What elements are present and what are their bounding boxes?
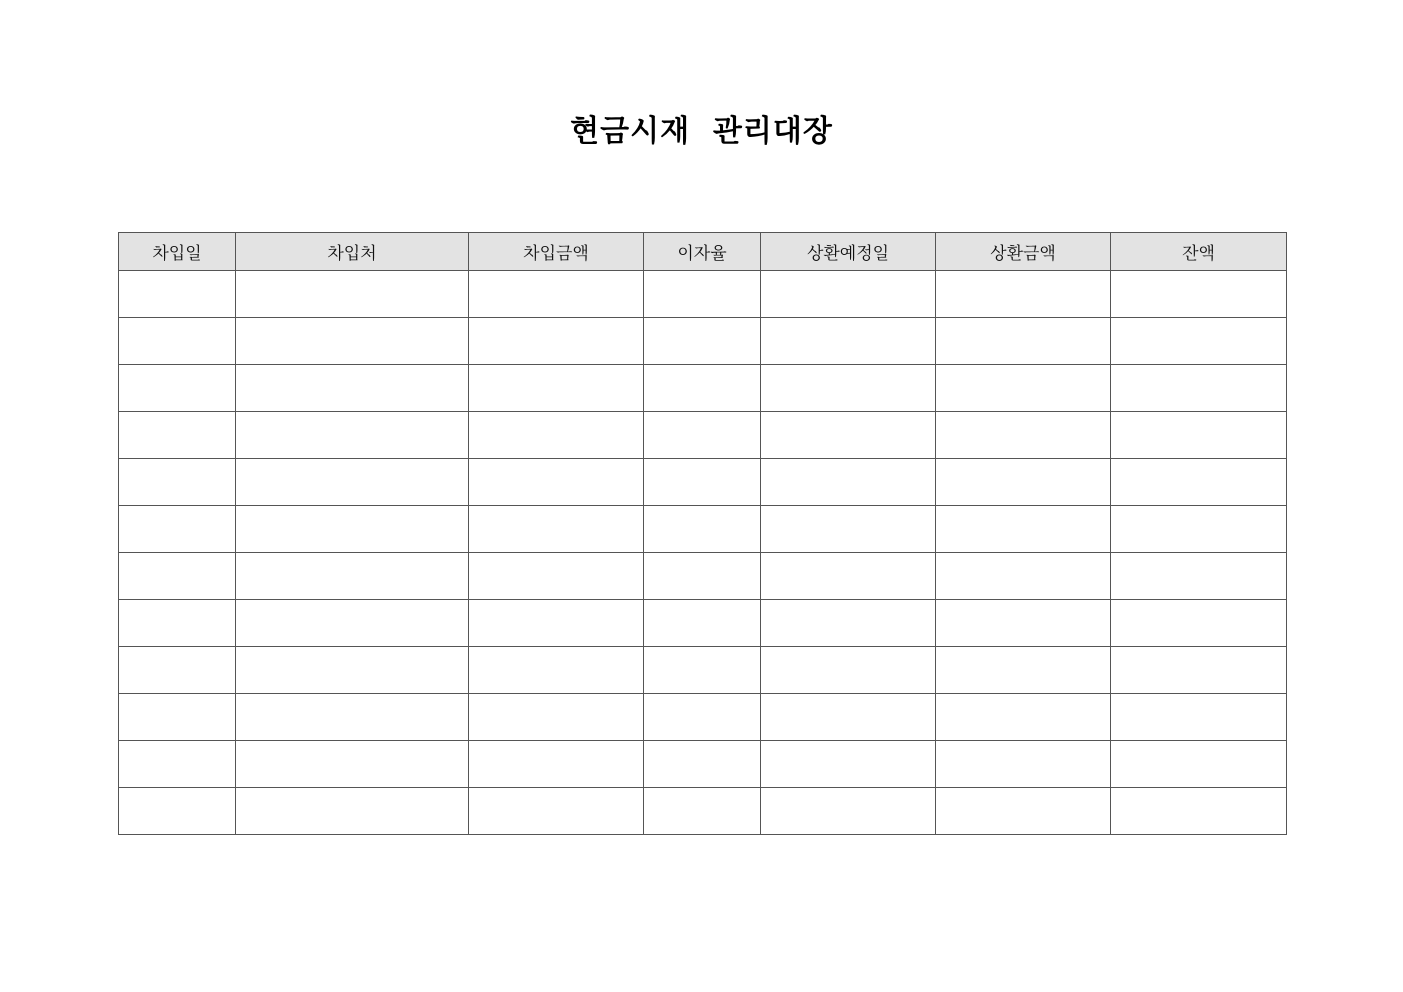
cell-borrow-amount[interactable] [469,788,644,835]
cell-interest-rate[interactable] [644,600,761,647]
cell-lender[interactable] [236,271,469,318]
cell-borrow-amount[interactable] [469,318,644,365]
cell-repayment-due-date[interactable] [761,506,936,553]
cell-interest-rate[interactable] [644,412,761,459]
cell-balance[interactable] [1111,506,1287,553]
cell-repayment-amount[interactable] [936,318,1111,365]
cell-balance[interactable] [1111,694,1287,741]
cell-lender[interactable] [236,694,469,741]
cell-repayment-amount[interactable] [936,600,1111,647]
header-repayment-amount: 상환금액 [936,233,1111,271]
cell-interest-rate[interactable] [644,788,761,835]
header-repayment-due-date: 상환예정일 [761,233,936,271]
cell-borrow-amount[interactable] [469,600,644,647]
table-row [119,271,1287,318]
cell-lender[interactable] [236,553,469,600]
cell-lender[interactable] [236,600,469,647]
cell-repayment-due-date[interactable] [761,365,936,412]
cell-lender[interactable] [236,365,469,412]
cell-interest-rate[interactable] [644,741,761,788]
cell-repayment-amount[interactable] [936,553,1111,600]
cell-repayment-due-date[interactable] [761,459,936,506]
cell-borrow-amount[interactable] [469,506,644,553]
cell-borrow-date[interactable] [119,506,236,553]
cell-interest-rate[interactable] [644,553,761,600]
cell-borrow-date[interactable] [119,553,236,600]
cell-lender[interactable] [236,741,469,788]
cell-balance[interactable] [1111,412,1287,459]
cell-interest-rate[interactable] [644,694,761,741]
cell-borrow-date[interactable] [119,788,236,835]
cell-interest-rate[interactable] [644,365,761,412]
cell-interest-rate[interactable] [644,647,761,694]
header-balance: 잔액 [1111,233,1287,271]
table-row [119,788,1287,835]
cell-repayment-amount[interactable] [936,506,1111,553]
cell-repayment-due-date[interactable] [761,647,936,694]
cell-repayment-amount[interactable] [936,365,1111,412]
cell-balance[interactable] [1111,741,1287,788]
cell-repayment-amount[interactable] [936,788,1111,835]
cell-repayment-due-date[interactable] [761,318,936,365]
table-row [119,600,1287,647]
table-body [119,271,1287,835]
cell-lender[interactable] [236,647,469,694]
cell-repayment-amount[interactable] [936,459,1111,506]
cell-borrow-amount[interactable] [469,694,644,741]
cell-repayment-due-date[interactable] [761,741,936,788]
cell-borrow-amount[interactable] [469,459,644,506]
cell-repayment-due-date[interactable] [761,271,936,318]
cell-borrow-amount[interactable] [469,412,644,459]
cell-balance[interactable] [1111,459,1287,506]
cell-borrow-amount[interactable] [469,271,644,318]
cell-repayment-amount[interactable] [936,412,1111,459]
cell-repayment-amount[interactable] [936,694,1111,741]
cell-interest-rate[interactable] [644,506,761,553]
cell-repayment-due-date[interactable] [761,694,936,741]
cell-borrow-date[interactable] [119,459,236,506]
cell-repayment-due-date[interactable] [761,553,936,600]
cell-balance[interactable] [1111,365,1287,412]
cell-repayment-amount[interactable] [936,647,1111,694]
cell-repayment-due-date[interactable] [761,412,936,459]
header-borrow-amount: 차입금액 [469,233,644,271]
header-borrow-date: 차입일 [119,233,236,271]
cell-borrow-date[interactable] [119,600,236,647]
table-row [119,694,1287,741]
cell-borrow-amount[interactable] [469,647,644,694]
header-row [119,233,1287,271]
header-lender: 차입처 [236,233,469,271]
cell-borrow-date[interactable] [119,271,236,318]
table-row [119,365,1287,412]
cell-balance[interactable] [1111,318,1287,365]
cell-borrow-amount[interactable] [469,553,644,600]
table-row [119,506,1287,553]
header-interest-rate: 이자율 [644,233,761,271]
cell-interest-rate[interactable] [644,459,761,506]
cell-balance[interactable] [1111,647,1287,694]
table-row [119,647,1287,694]
cell-borrow-amount[interactable] [469,741,644,788]
cell-borrow-date[interactable] [119,318,236,365]
cell-lender[interactable] [236,412,469,459]
cell-balance[interactable] [1111,271,1287,318]
cell-repayment-amount[interactable] [936,271,1111,318]
cell-borrow-date[interactable] [119,412,236,459]
cell-borrow-date[interactable] [119,365,236,412]
cell-balance[interactable] [1111,600,1287,647]
table-row [119,318,1287,365]
cell-borrow-date[interactable] [119,647,236,694]
cell-lender[interactable] [236,459,469,506]
cell-repayment-amount[interactable] [936,741,1111,788]
cell-borrow-date[interactable] [119,694,236,741]
cell-lender[interactable] [236,506,469,553]
cell-lender[interactable] [236,788,469,835]
cell-interest-rate[interactable] [644,318,761,365]
table-row [119,412,1287,459]
table-row [119,553,1287,600]
cell-lender[interactable] [236,318,469,365]
cell-repayment-due-date[interactable] [761,788,936,835]
cell-balance[interactable] [1111,553,1287,600]
page-title: 현금시재 관리대장 [570,114,833,149]
cell-balance[interactable] [1111,788,1287,835]
cell-borrow-amount[interactable] [469,365,644,412]
cell-repayment-due-date[interactable] [761,600,936,647]
table-row [119,459,1287,506]
ledger-table [118,232,1287,835]
cell-interest-rate[interactable] [644,271,761,318]
cell-borrow-date[interactable] [119,741,236,788]
table-row [119,741,1287,788]
